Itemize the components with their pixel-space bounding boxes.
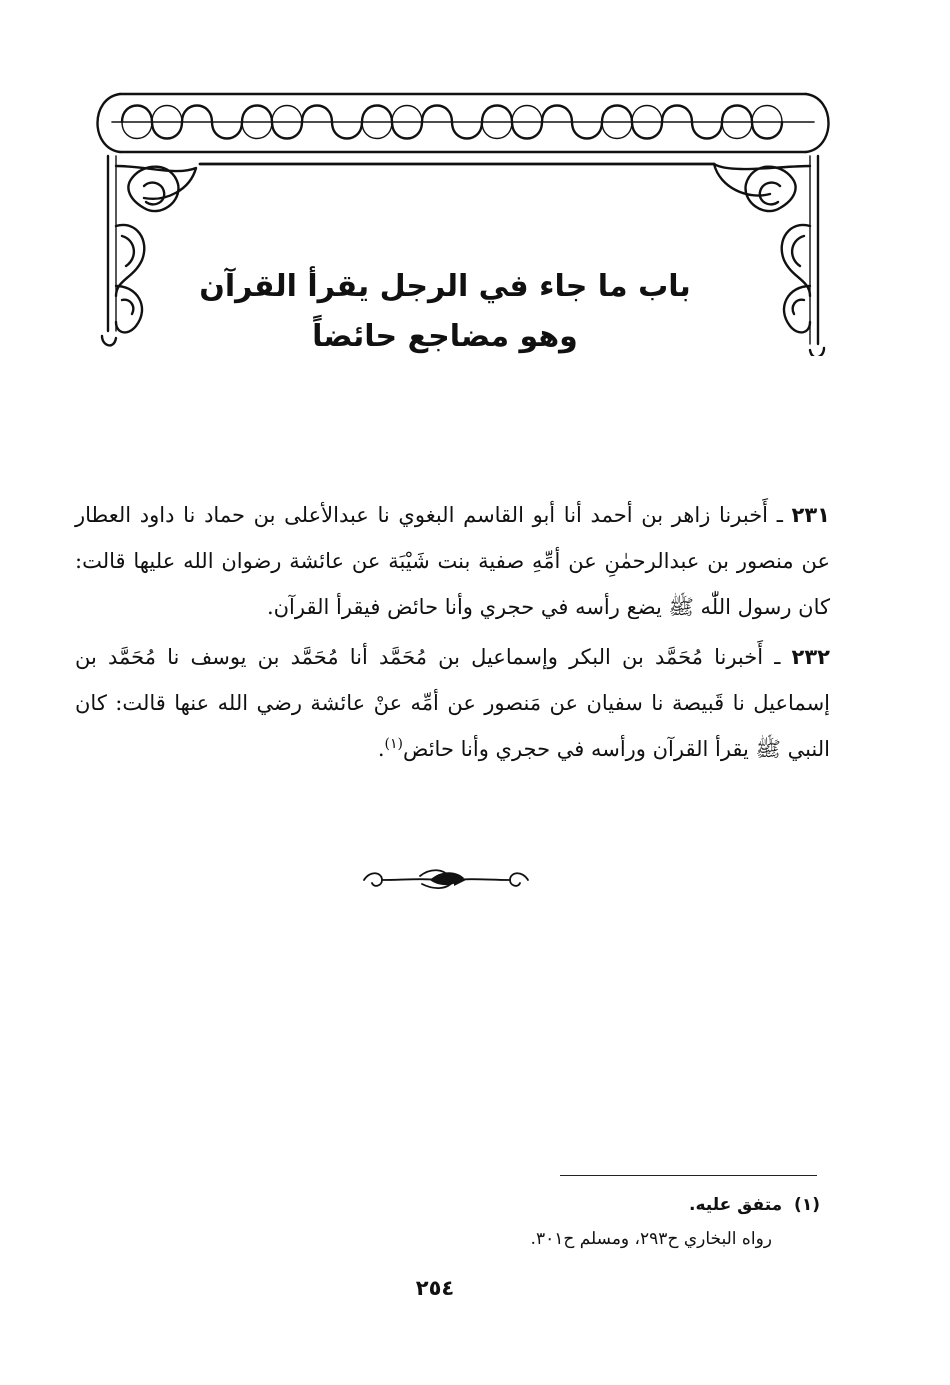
hadith-number: ٢٣١ (791, 503, 830, 527)
hadith-entry (75, 634, 830, 772)
page-number: ٢٥٤ (415, 1276, 455, 1300)
hadith-text: أَخبرنا زاهر بن أحمد أنا أبو القاسم البغوي نا عبدالأعلى بن حماد نا داود العطار عن منصور بن عبدالرحمٰنِ عن أمِّهِ صفية بنت شَيْبَة عن عائشة رضوان الله عليها قالت: كان رسول اللّٰه ﷺ يضع رأسه في حجري وأنا حائض فيقرأ القرآن. (75, 503, 830, 619)
chapter-title-line-2: وهو مضاجع حائضاً (312, 319, 578, 354)
footnote-separator-rule (560, 1175, 817, 1176)
section-divider-ornament (360, 862, 532, 896)
footnote-reference[interactable]: (١) (384, 736, 403, 752)
hadith-entry (75, 492, 830, 630)
footnote-item (300, 1222, 820, 1256)
hadith-text: أَخبرنا مُحَمَّد بن البكر وإسماعيل بن مُحَمَّد أنا مُحَمَّد بن يوسف نا مُحَمَّد بن إسماعيل نا قَبيصة نا سفيان عن مَنصور عن أمِّه عنْ عائشة رضي الله عنها قالت: كان النبي ﷺ يقرأ القرآن ورأسه في حجري وأنا حائض (75, 645, 830, 761)
chapter-title-line-1: باب ما جاء في الرجل يقرأ القرآن (199, 269, 691, 304)
hadith-separator: ـ (763, 645, 792, 669)
hadith-body (75, 492, 830, 776)
chapter-title (180, 262, 710, 362)
footnotes (300, 1188, 820, 1256)
hadith-separator: ـ (768, 503, 792, 527)
footnote-marker: (١) (794, 1195, 820, 1215)
footnote-text: متفق عليه. (689, 1195, 783, 1215)
hadith-number: ٢٣٢ (791, 645, 830, 669)
footnote-item (300, 1188, 820, 1222)
hadith-end-mark: . (377, 737, 385, 761)
footnote-text: رواه البخاري ح٢٩٣، ومسلم ح٣٠١. (530, 1229, 772, 1249)
